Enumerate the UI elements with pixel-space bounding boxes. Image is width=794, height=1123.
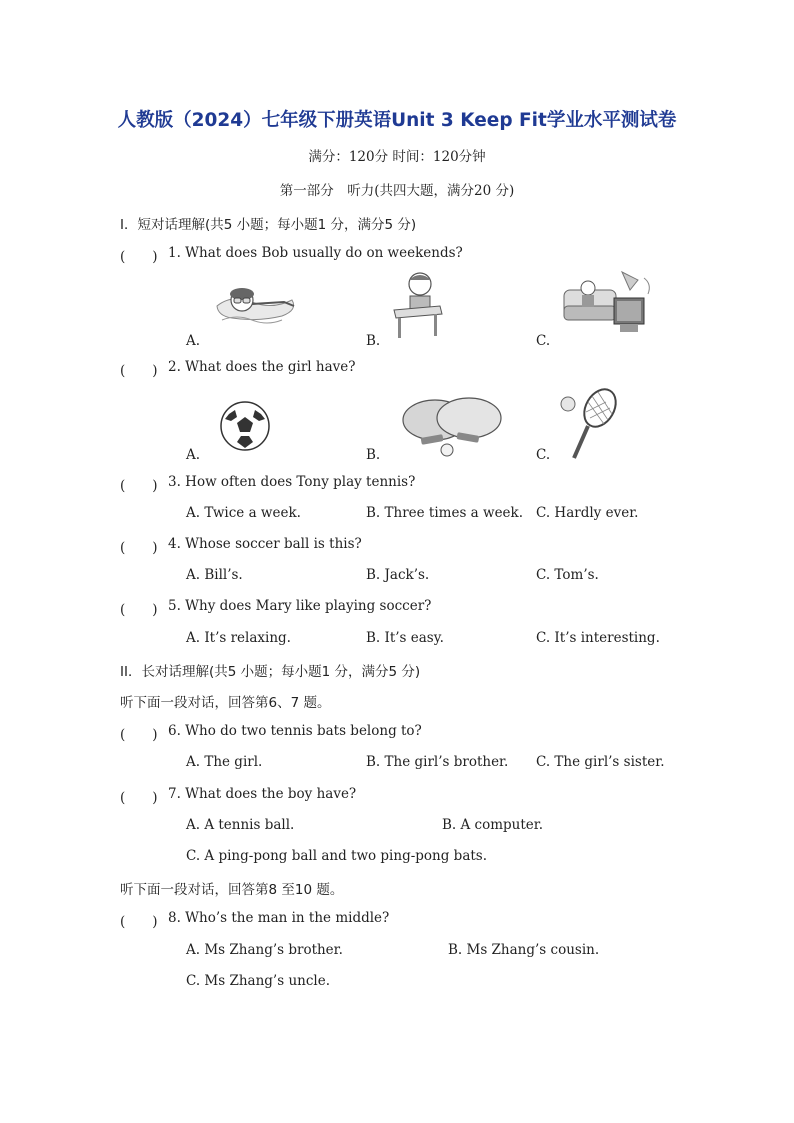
answer-paren: ( )	[120, 914, 158, 930]
question-stem: 2. What does the girl have?	[168, 359, 356, 375]
question-stem: 1. What does Bob usually do on weekends?	[168, 245, 463, 261]
option-b: B. The girl’s brother.	[366, 754, 509, 770]
answer-paren: ( )	[120, 249, 158, 265]
answer-paren: ( )	[120, 363, 158, 379]
option-a: A. A tennis ball.	[186, 817, 295, 833]
page-title: 人教版（2024）七年级下册英语Unit 3 Keep Fit学业水平测试卷	[117, 110, 677, 131]
option-a: A. Bill’s.	[186, 567, 243, 583]
option-a: A.	[186, 447, 201, 463]
option-c: C. Ms Zhang’s uncle.	[186, 973, 330, 989]
swimming-picture	[212, 276, 302, 326]
question-stem: 7. What does the boy have?	[168, 786, 357, 802]
option-b: B. A computer.	[442, 817, 544, 833]
option-c: C. It’s interesting.	[536, 630, 660, 646]
dialog-instruction-2: 听下面一段对话，回答第8 至10 题。	[120, 882, 344, 898]
option-c: C. A ping-pong ball and two ping-pong bats.	[186, 848, 488, 864]
option-a: A. Twice a week.	[186, 505, 301, 521]
option-c: C. Hardly ever.	[536, 505, 639, 521]
question-stem: 8. Who’s the man in the middle?	[168, 910, 390, 926]
section-heading-1: I．短对话理解(共5 小题；每小题1 分，满分5 分)	[120, 217, 417, 233]
soccer-ball-picture	[219, 400, 271, 452]
question-stem: 4. Whose soccer ball is this?	[168, 536, 362, 552]
dialog-instruction-1: 听下面一段对话，回答第6、7 题。	[120, 695, 331, 711]
option-a: A. Ms Zhang’s brother.	[186, 942, 343, 958]
question-stem: 3. How often does Tony play tennis?	[168, 474, 416, 490]
answer-paren: ( )	[120, 790, 158, 806]
question-stem: 6. Who do two tennis bats belong to?	[168, 723, 422, 739]
answer-paren: ( )	[120, 727, 158, 743]
option-c: C.	[536, 447, 551, 463]
section-heading-2: II．长对话理解(共5 小题；每小题1 分，满分5 分)	[120, 664, 421, 680]
option-b: B. Jack’s.	[366, 567, 430, 583]
tennis-racket-picture	[556, 386, 622, 462]
score-time: 满分：120分 时间：120分钟	[308, 149, 486, 165]
tv-picture	[560, 268, 660, 340]
option-b: B. Three times a week.	[366, 505, 524, 521]
option-a: A. It’s relaxing.	[186, 630, 291, 646]
option-a: A.	[186, 333, 201, 349]
option-b: B. Ms Zhang’s cousin.	[448, 942, 600, 958]
ping-pong-bats-picture	[395, 394, 507, 458]
part-heading: 第一部分 听力(共四大题，满分20 分)	[279, 183, 515, 199]
homework-picture	[390, 270, 444, 340]
answer-paren: ( )	[120, 478, 158, 494]
option-c: C. The girl’s sister.	[536, 754, 665, 770]
question-stem: 5. Why does Mary like playing soccer?	[168, 598, 432, 614]
option-b: B.	[366, 333, 381, 349]
option-a: A. The girl.	[186, 754, 263, 770]
option-b: B. It’s easy.	[366, 630, 444, 646]
answer-paren: ( )	[120, 540, 158, 556]
option-b: B.	[366, 447, 381, 463]
option-c: C.	[536, 333, 551, 349]
answer-paren: ( )	[120, 602, 158, 618]
option-c: C. Tom’s.	[536, 567, 599, 583]
